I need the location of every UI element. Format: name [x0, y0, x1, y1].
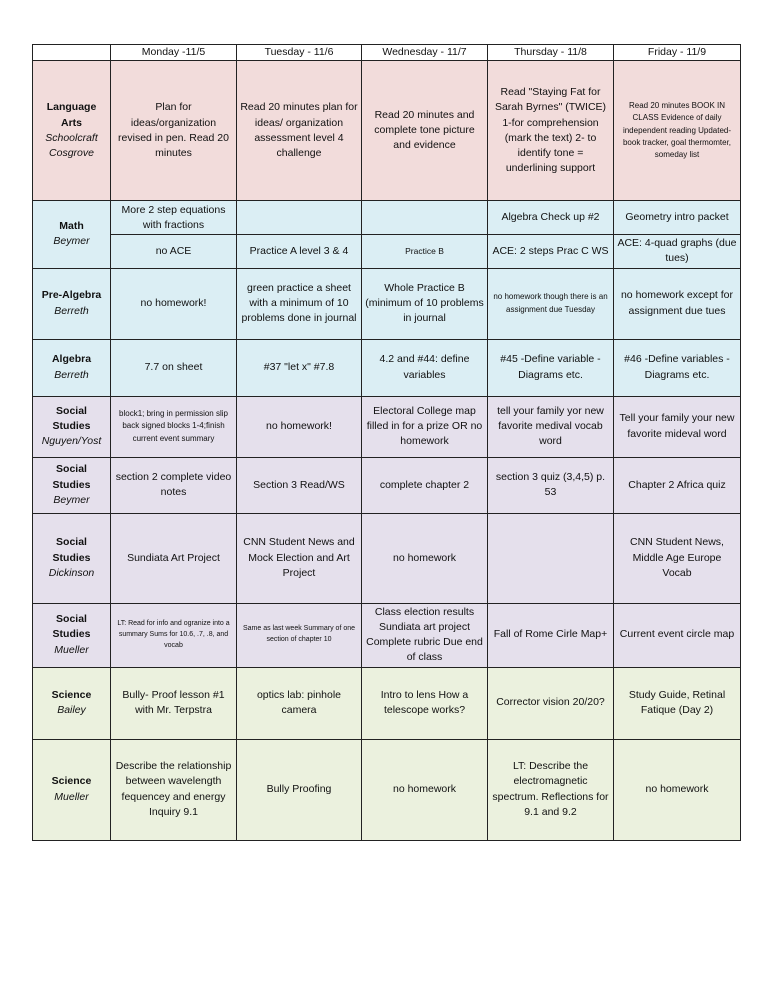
- assignment-cell: optics lab: pinhole camera: [237, 667, 362, 739]
- teacher-name: Berreth: [54, 368, 89, 381]
- assignment-cell: ACE: 2 steps Prac C WS: [488, 235, 614, 268]
- assignment-cell: Chapter 2 Africa quiz: [614, 457, 741, 513]
- row-math-a: [33, 201, 741, 235]
- homework-schedule-table: [32, 44, 741, 841]
- assignment-cell: Study Guide, Retinal Fatique (Day 2): [614, 667, 741, 739]
- assignment-cell: Same as last week Summary of one section of chapter 10: [237, 603, 362, 667]
- assignment-cell: More 2 step equations with fractions: [111, 201, 237, 235]
- assignment-cell: section 2 complete video notes: [111, 457, 237, 513]
- subject-name: Social Studies: [52, 536, 91, 564]
- assignment-cell: no ACE: [111, 235, 237, 268]
- assignment-cell: [362, 201, 488, 235]
- subject-cell: [33, 603, 111, 667]
- assignment-cell: no homework!: [237, 396, 362, 457]
- row-social-studies-mueller: [33, 603, 741, 667]
- assignment-cell: Electoral College map filled in for a prize OR no homework: [362, 396, 488, 457]
- assignment-cell: #37 "let x" #7.8: [237, 339, 362, 396]
- assignment-cell: Read 20 minutes and complete tone picture and evidence: [362, 61, 488, 201]
- assignment-cell: Sundiata Art Project: [111, 513, 237, 603]
- assignment-cell: Plan for ideas/organization revised in pen. Read 20 minutes: [111, 61, 237, 201]
- assignment-cell: Current event circle map: [614, 603, 741, 667]
- assignment-cell: CNN Student News and Mock Election and Art Project: [237, 513, 362, 603]
- row-social-studies-beymer: [33, 457, 741, 513]
- teacher-name: Mueller: [54, 643, 89, 656]
- subject-name: Social Studies: [52, 613, 91, 641]
- assignment-cell: Bully- Proof lesson #1 with Mr. Terpstra: [111, 667, 237, 739]
- subject-cell: [33, 61, 111, 201]
- day-header-friday: Friday - 11/9: [614, 45, 741, 61]
- day-header-thursday: Thursday - 11/8: [488, 45, 614, 61]
- assignment-cell: [237, 201, 362, 235]
- assignment-cell: Fall of Rome Cirle Map+: [488, 603, 614, 667]
- subject-name: Science: [51, 775, 92, 788]
- assignment-cell: no homework: [362, 513, 488, 603]
- day-header-wednesday: Wednesday - 11/7: [362, 45, 488, 61]
- assignment-cell: tell your family yor new favorite medival vocab word: [488, 396, 614, 457]
- teacher-name: Beymer: [53, 235, 90, 248]
- subject-cell: [33, 457, 111, 513]
- subject-cell: [33, 268, 111, 339]
- row-math-b: [33, 235, 741, 268]
- row-pre-algebra: [33, 268, 741, 339]
- assignment-cell: #46 -Define variables - Diagrams etc.: [614, 339, 741, 396]
- subject-name: Social Studies: [52, 404, 91, 433]
- assignment-cell: ACE: 4-quad graphs (due tues): [614, 235, 741, 268]
- row-science-bailey: [33, 667, 741, 739]
- assignment-cell: #45 -Define variable - Diagrams etc.: [488, 339, 614, 396]
- row-language-arts: [33, 61, 741, 201]
- assignment-cell: Geometry intro packet: [614, 201, 741, 235]
- header-row: [33, 45, 741, 61]
- subject-cell: [33, 667, 111, 739]
- assignment-cell: 4.2 and #44: define variables: [362, 339, 488, 396]
- subject-cell: [33, 339, 111, 396]
- assignment-cell: block1; bring in permission slip back signed blocks 1-4;finish current event summary: [111, 396, 237, 457]
- assignment-cell: green practice a sheet with a minimum of 10 problems done in journal: [237, 268, 362, 339]
- teacher-name: Schoolcraft: [45, 131, 98, 144]
- subject-name: Language Arts: [46, 101, 97, 129]
- assignment-cell: Class election results Sundiata art project Complete rubric Due end of class: [362, 603, 488, 667]
- assignment-cell: Practice B: [362, 235, 488, 268]
- teacher-name: Bailey: [57, 704, 86, 717]
- assignment-cell: section 3 quiz (3,4,5) p. 53: [488, 457, 614, 513]
- assignment-cell: Read 20 minutes plan for ideas/ organization assessment level 4 challenge: [237, 61, 362, 201]
- teacher-name: Dickinson: [48, 566, 95, 579]
- assignment-cell: no homework though there is an assignment due Tuesday: [488, 268, 614, 339]
- subject-name: Pre-Algebra: [41, 289, 102, 302]
- assignment-cell: Practice A level 3 & 4: [237, 235, 362, 268]
- day-header-tuesday: Tuesday - 11/6: [237, 45, 362, 61]
- assignment-cell: 7.7 on sheet: [111, 339, 237, 396]
- assignment-cell: [488, 513, 614, 603]
- assignment-cell: complete chapter 2: [362, 457, 488, 513]
- teacher-name: Nguyen/Yost: [41, 435, 102, 448]
- teacher-name: Berreth: [54, 304, 89, 317]
- corner-cell: [33, 45, 111, 61]
- assignment-cell: Whole Practice B (minimum of 10 problems in journal: [362, 268, 488, 339]
- assignment-cell: CNN Student News, Middle Age Europe Vocab: [614, 513, 741, 603]
- subject-name: Science: [51, 688, 92, 701]
- subject-name: Math: [59, 220, 84, 233]
- assignment-cell: no homework: [362, 739, 488, 840]
- assignment-cell: no homework except for assignment due tues: [614, 268, 741, 339]
- row-science-mueller: [33, 739, 741, 840]
- assignment-cell: LT: Describe the electromagnetic spectrum. Reflections for 9.1 and 9.2: [488, 739, 614, 840]
- day-header-monday: Monday -11/5: [111, 45, 237, 61]
- assignment-cell: Intro to lens How a telescope works?: [362, 667, 488, 739]
- subject-name: Social Studies: [52, 463, 91, 491]
- assignment-cell: Tell your family your new favorite mideval word: [614, 396, 741, 457]
- assignment-cell: Algebra Check up #2: [488, 201, 614, 235]
- subject-cell: [33, 513, 111, 603]
- assignment-cell: no homework!: [111, 268, 237, 339]
- teacher-name: Beymer: [53, 493, 90, 506]
- subject-cell: [33, 201, 111, 268]
- assignment-cell: Read "Staying Fat for Sarah Byrnes" (TWICE) 1-for comprehension (mark the text) 2- to identify tone = underlining support: [488, 61, 614, 201]
- teacher-name: Cosgrove: [49, 146, 94, 159]
- assignment-cell: Bully Proofing: [237, 739, 362, 840]
- assignment-cell: Section 3 Read/WS: [237, 457, 362, 513]
- row-social-studies-dickinson: [33, 513, 741, 603]
- subject-name: Algebra: [51, 353, 92, 366]
- subject-cell: [33, 739, 111, 840]
- teacher-name: Mueller: [54, 790, 89, 803]
- assignment-cell: LT: Read for info and ogranize into a summary Sums for 10.6, .7, .8, and vocab: [111, 603, 237, 667]
- assignment-cell: Describe the relationship between wavelength fequencey and energy Inquiry 9.1: [111, 739, 237, 840]
- assignment-cell: Corrector vision 20/20?: [488, 667, 614, 739]
- subject-cell: [33, 396, 111, 457]
- assignment-cell: no homework: [614, 739, 741, 840]
- row-social-studies-nguyen-yost: [33, 396, 741, 457]
- row-algebra: [33, 339, 741, 396]
- assignment-cell: Read 20 minutes BOOK IN CLASS Evidence of daily independent reading Updated- book tracker, goal thermomter, someday list: [614, 61, 741, 201]
